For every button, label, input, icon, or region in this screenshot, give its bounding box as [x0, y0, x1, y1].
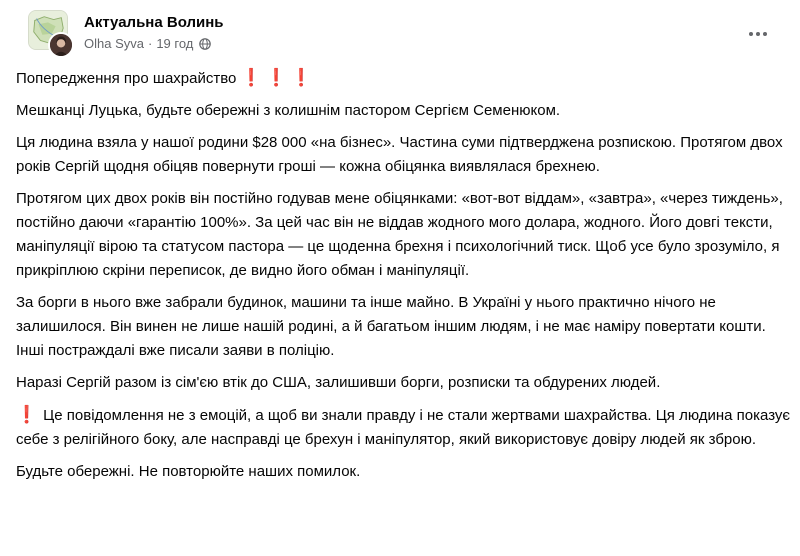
- post-header: [16, 0, 784, 64]
- paragraph: Мешканці Луцька, будьте обережні з колишнім пастором Сергієм Семенюком.: [16, 102, 561, 119]
- exclamation-icon: ❗: [16, 405, 38, 424]
- avatar[interactable]: [48, 32, 74, 58]
- globe-icon: [199, 38, 211, 50]
- exclamation-icon: ❗❗❗: [240, 68, 317, 87]
- post-time-link[interactable]: 19 год: [156, 36, 194, 51]
- post-subline: [84, 35, 224, 53]
- post-title: [16, 66, 792, 91]
- paragraph: Протягом цих двох років він постійно годував мене обіцянками: «вот-вот віддам», «завтра», «через тиждень», постійно даючи «гарантію 100%». За цей час він не віддав жодного мого долара, жодного. Його довгі тексти, маніпуляції вірою та статусом пастора — це щоденна брехня і психологічний тиск. Щоб усе було зрозуміло, я прикріплюю скріни переписок, де видно його обман і маніпуляції.: [16, 190, 783, 279]
- closing-paragraph: Будьте обережні. Не повторюйте наших помилок.: [16, 463, 361, 480]
- group-name-link[interactable]: Актуальна Волинь: [84, 14, 224, 31]
- post-title-text: Попередження про шахрайство: [16, 70, 237, 87]
- post-meta: [84, 13, 224, 53]
- paragraph: Ця людина взяла у нашої родини $28 000 «на бізнес». Частина суми підтверджена розпискою. Протягом двох років Сергій щодня обіцяв повернути гроші — кожна обіцянка виявлялася брехнею.: [16, 134, 783, 175]
- post-content: [16, 66, 792, 492]
- dot: [763, 32, 767, 36]
- paragraph: За борги в нього вже забрали будинок, машини та інше майно. В Україні у нього практично нічого не залишилося. Він винен не лише нашій родині, а й багатьом іншим людям, і не має наміру повертати кошти. Інші постраждалі вже писали заяви в поліцію.: [16, 294, 766, 359]
- separator-dot: ·: [147, 36, 153, 51]
- author-link[interactable]: Olha Syva: [84, 36, 144, 51]
- warning-paragraph: [16, 403, 792, 452]
- avatar-stack[interactable]: [28, 10, 76, 58]
- warning-text: Це повідомлення не з емоцій, а щоб ви знали правду і не стали жертвами шахрайства. Ця людина показує себе з релігійного боку, але насправді це брехун і маніпулятор, який використовує довіру людей як зброю.: [16, 407, 791, 448]
- dot: [756, 32, 760, 36]
- dot: [749, 32, 753, 36]
- more-icon[interactable]: [746, 22, 770, 46]
- paragraph: Наразі Сергій разом із сім'єю втік до США, залишивши борги, розписки та обдурених людей.: [16, 374, 661, 391]
